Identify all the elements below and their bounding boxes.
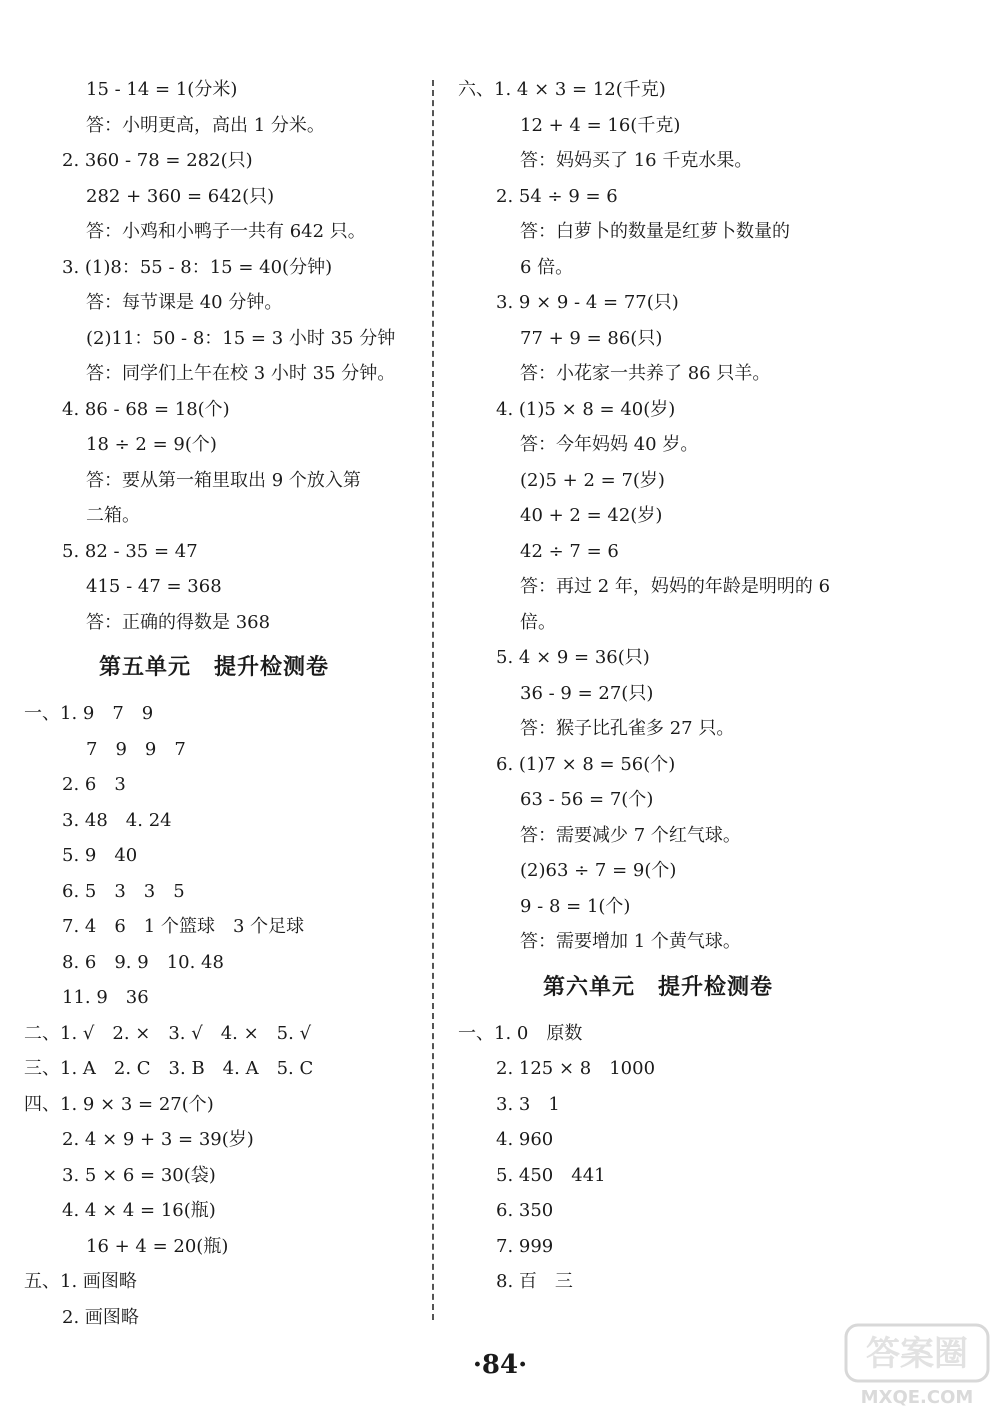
answer-line: 答：小鸡和小鸭子一共有 642 只。 <box>86 221 366 242</box>
answer-line: 三、1. A 2. C 3. B 4. A 5. C <box>24 1058 314 1079</box>
answer-line: 二、1. √ 2. × 3. √ 4. × 5. √ <box>24 1022 312 1044</box>
answer-line: 7 9 9 7 <box>86 738 186 760</box>
watermark-text: 答案圈 <box>866 1334 968 1374</box>
answer-line: 3. 3 1 <box>496 1093 560 1115</box>
answer-line: 2. 54 ÷ 9 = 6 <box>496 185 618 207</box>
answer-line: 2. 125 × 8 1000 <box>496 1058 656 1079</box>
answer-line: 答：白萝卜的数量是红萝卜数量的 <box>520 221 790 242</box>
answer-line: 3. 5 × 6 = 30(袋) <box>62 1164 216 1186</box>
answer-line: 答：猴子比孔雀多 27 只。 <box>520 718 735 739</box>
section-heading-unit6: 第六单元 提升检测卷 <box>542 974 773 1000</box>
answer-line: 答：要从第一箱里取出 9 个放入第 <box>86 469 361 491</box>
answer-line: 8. 6 9. 9 10. 48 <box>62 951 224 973</box>
answer-line: 9 - 8 = 1(个) <box>520 895 631 917</box>
answer-line: (2)63 ÷ 7 = 9(个) <box>520 860 677 881</box>
answer-line: 答：需要减少 7 个红气球。 <box>520 824 741 846</box>
answer-line: 倍。 <box>520 611 556 633</box>
answer-line: 6. 5 3 3 5 <box>62 880 185 902</box>
answer-line: 答：再过 2 年，妈妈的年龄是明明的 6 <box>520 576 831 597</box>
answer-line: 16 + 4 = 20(瓶) <box>86 1235 229 1257</box>
page-number: ·84· <box>472 1350 528 1380</box>
answer-line: 答：小花家一共养了 86 只羊。 <box>520 363 771 384</box>
answer-line: 40 + 2 = 42(岁) <box>520 505 663 526</box>
right-answers-top <box>458 72 858 960</box>
answer-line: (2)5 + 2 = 7(岁) <box>520 469 665 491</box>
answer-line: 答：每节课是 40 分钟。 <box>86 292 283 313</box>
answer-line: 15 - 14 = 1(分米) <box>86 79 238 100</box>
section-heading-unit5: 第五单元 提升检测卷 <box>98 655 329 680</box>
answer-line: 4. (1)5 × 8 = 40(岁) <box>496 398 676 420</box>
answer-line: 6. (1)7 × 8 = 56(个) <box>496 753 676 775</box>
right-column <box>458 72 858 1300</box>
answer-line: 282 + 360 = 642(只) <box>86 185 275 207</box>
answer-line: 415 - 47 = 368 <box>86 576 222 597</box>
answer-line: 42 ÷ 7 = 6 <box>520 540 619 562</box>
answer-line: 11. 9 36 <box>62 987 149 1008</box>
answer-line: 六、1. 4 × 3 = 12(千克) <box>458 79 666 100</box>
answer-line: 6. 350 <box>496 1200 554 1221</box>
left-answers-bottom <box>24 696 424 1335</box>
answer-line: 一、1. 9 7 9 <box>24 703 154 724</box>
left-answers-top <box>24 72 424 640</box>
column-divider <box>432 80 434 1320</box>
answer-line: 二箱。 <box>86 505 140 526</box>
answer-line: 一、1. 0 原数 <box>458 1022 583 1044</box>
answer-line: 36 - 9 = 27(只) <box>520 682 654 704</box>
answer-line: 3. (1)8：55 - 8：15 = 40(分钟) <box>62 256 333 278</box>
right-answers-bottom <box>458 1016 858 1300</box>
answer-line: 答：正确的得数是 368 <box>86 611 271 633</box>
answer-line: 五、1. 画图略 <box>24 1271 137 1292</box>
watermark-logo-icon <box>842 1321 992 1411</box>
answer-line: 3. 9 × 9 - 4 = 77(只) <box>496 292 679 313</box>
answer-line: 7. 999 <box>496 1235 554 1257</box>
answer-line: 4. 86 - 68 = 18(个) <box>62 398 230 420</box>
answer-line: (2)11：50 - 8：15 = 3 小时 35 分钟 <box>86 327 396 349</box>
answer-line: 5. 4 × 9 = 36(只) <box>496 647 650 668</box>
answer-line: 77 + 9 = 86(只) <box>520 327 663 349</box>
answer-line: 4. 960 <box>496 1129 554 1150</box>
answer-line: 18 ÷ 2 = 9(个) <box>86 434 217 455</box>
answer-line: 2. 画图略 <box>62 1306 139 1328</box>
watermark-url: MXQE.COM <box>860 1387 974 1408</box>
answer-line: 答：妈妈买了 16 千克水果。 <box>520 150 753 171</box>
answer-line: 5. 9 40 <box>62 845 138 866</box>
answer-line: 8. 百 三 <box>496 1271 573 1292</box>
answer-line: 答：同学们上午在校 3 小时 35 分钟。 <box>86 363 396 384</box>
answer-line: 6 倍。 <box>520 256 574 278</box>
answer-line: 答：小明更高，高出 1 分米。 <box>86 114 325 136</box>
answer-line: 5. 82 - 35 = 47 <box>62 540 198 562</box>
answer-line: 3. 48 4. 24 <box>62 809 172 831</box>
answer-line: 答：需要增加 1 个黄气球。 <box>520 931 741 952</box>
answer-line: 7. 4 6 1 个篮球 3 个足球 <box>62 916 305 937</box>
answer-line: 四、1. 9 × 3 = 27(个) <box>24 1093 214 1115</box>
answer-line: 12 + 4 = 16(千克) <box>520 114 681 136</box>
answer-line: 2. 360 - 78 = 282(只) <box>62 150 253 171</box>
answer-line: 4. 4 × 4 = 16(瓶) <box>62 1200 216 1221</box>
answer-line: 2. 6 3 <box>62 774 126 795</box>
answer-line: 2. 4 × 9 + 3 = 39(岁) <box>62 1129 254 1150</box>
answer-line: 63 - 56 = 7(个) <box>520 789 654 810</box>
answer-line: 5. 450 441 <box>496 1164 606 1186</box>
left-column <box>24 72 424 1335</box>
answer-line: 答：今年妈妈 40 岁。 <box>520 434 699 455</box>
